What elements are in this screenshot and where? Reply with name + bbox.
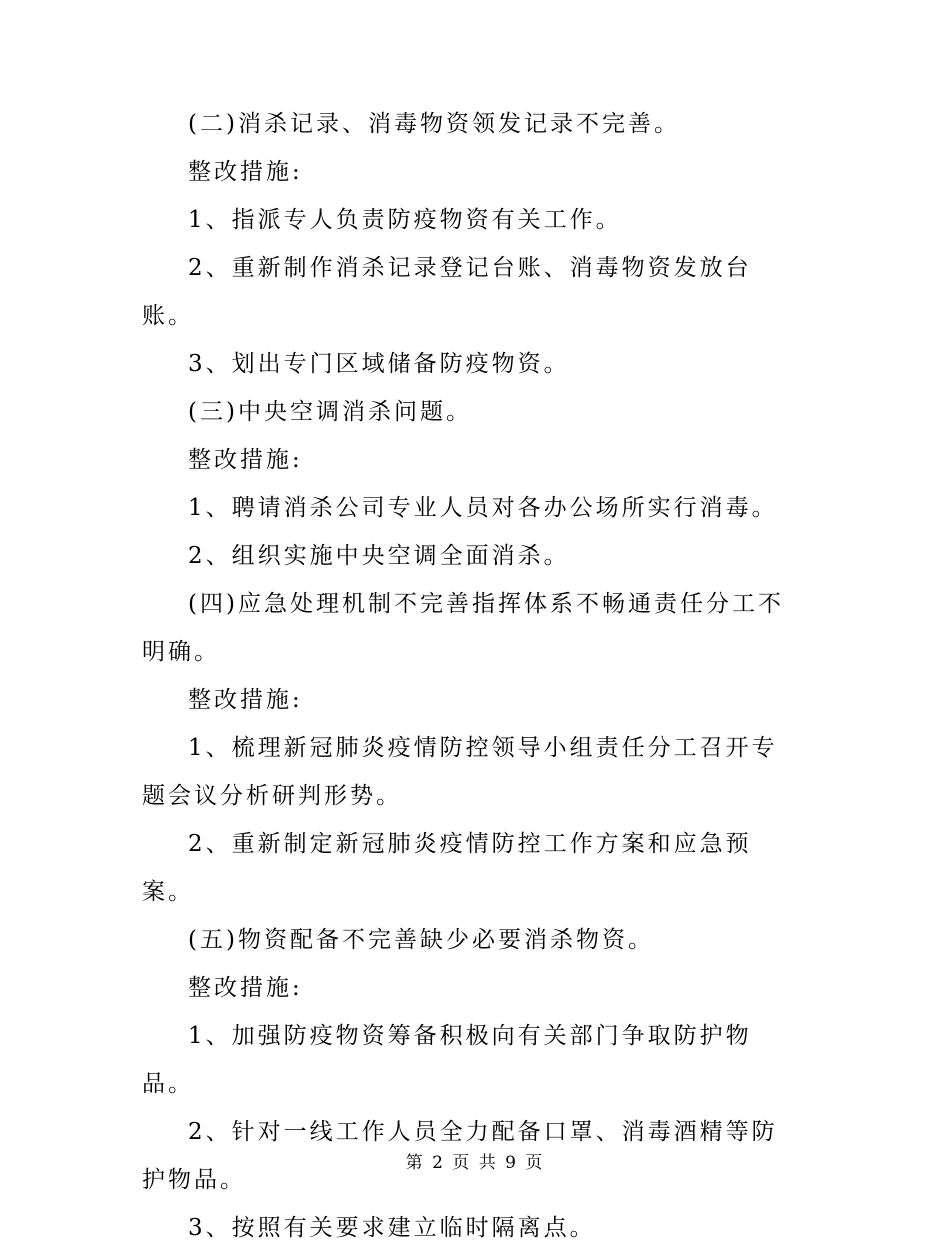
paragraph-item: 1、梳理新冠肺炎疫情防控领导小组责任分工召开专题会议分析研判形势。	[142, 735, 778, 809]
paragraph-heading-5: (五)物资配备不完善缺少必要消杀物资。	[188, 927, 654, 953]
paragraph-item: 2、重新制定新冠肺炎疫情防控工作方案和应急预案。	[142, 831, 752, 905]
page-footer: 第 2 页 共 9 页	[405, 1153, 545, 1173]
paragraph-item: 1、指派专人负责防疫物资有关工作。	[188, 207, 622, 233]
paragraph-item: 2、组织实施中央空调全面消杀。	[188, 543, 570, 569]
paragraph-heading-3: (三)中央空调消杀问题。	[188, 399, 472, 425]
paragraph-item: 1、加强防疫物资筹备积极向有关部门争取防护物品。	[142, 1023, 752, 1097]
paragraph-item: 3、划出专门区域储备防疫物资。	[188, 351, 570, 377]
paragraph-item: 3、按照有关要求建立临时隔离点。	[188, 1215, 596, 1241]
paragraph-measures-label: 整改措施:	[188, 159, 303, 185]
paragraph-item: 2、针对一线工作人员全力配备口罩、消毒酒精等防护物品。	[142, 1119, 778, 1193]
paragraph-item: 2、重新制作消杀记录登记台账、消毒物资发放台账。	[142, 255, 752, 329]
paragraph-heading-2: (二)消杀记录、消毒物资领发记录不完善。	[188, 111, 680, 137]
paragraph-heading-4: (四)应急处理机制不完善指挥体系不畅通责任分工不明确。	[142, 591, 784, 665]
document-body	[142, 100, 802, 1252]
paragraph-measures-label: 整改措施:	[188, 447, 303, 473]
paragraph-measures-label: 整改措施:	[188, 687, 303, 713]
paragraph-measures-label: 整改措施:	[188, 975, 303, 1001]
paragraph-item: 1、聘请消杀公司专业人员对各办公场所实行消毒。	[188, 495, 778, 521]
